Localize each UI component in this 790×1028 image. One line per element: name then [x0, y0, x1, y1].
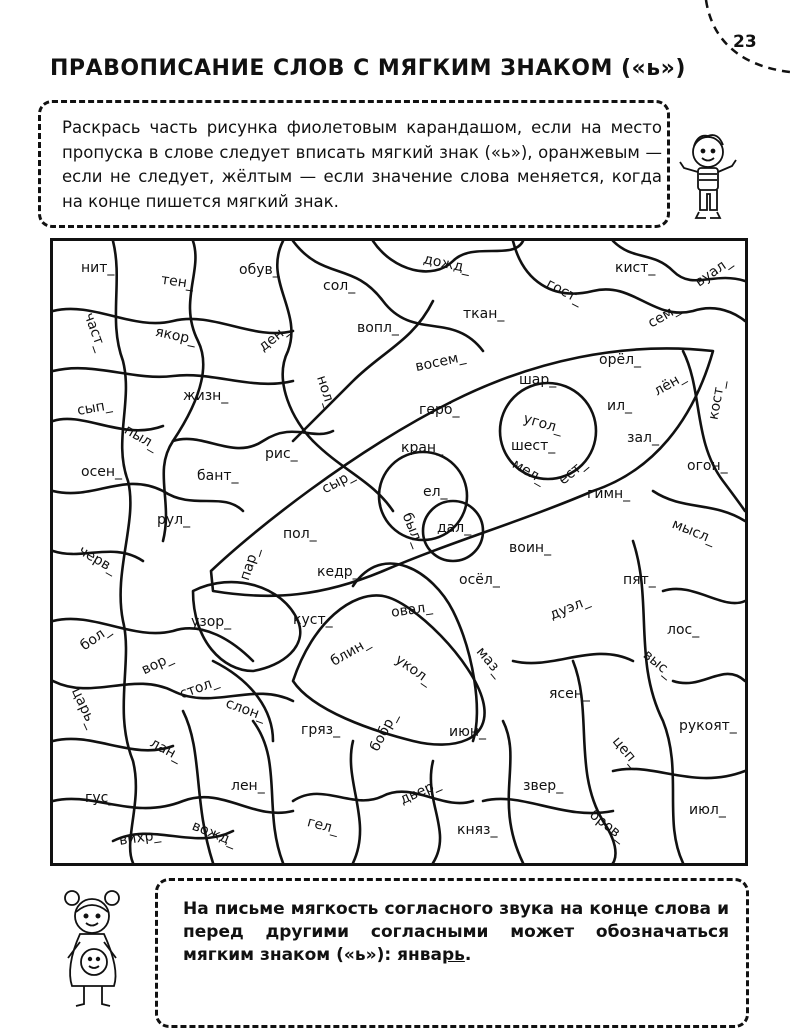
- word-voin: воин_: [509, 540, 552, 556]
- word-knyaz: княз_: [457, 822, 498, 838]
- word-bobr: бобр_: [367, 709, 401, 755]
- word-ogon: огон_: [687, 458, 728, 474]
- word-pol: пол_: [283, 526, 317, 542]
- word-kedr: кедр_: [317, 564, 360, 580]
- word-oryol: орёл_: [599, 352, 642, 368]
- word-mysl: мысл_: [669, 516, 718, 548]
- word-ugol: угол_: [521, 410, 565, 438]
- word-vor: вор_: [139, 649, 176, 679]
- word-pyat: пят_: [623, 572, 656, 588]
- word-vys: выс_: [639, 646, 677, 682]
- word-lyon: лён_: [651, 368, 689, 400]
- rule-example: [397, 945, 471, 965]
- word-duel: дуэл_: [547, 592, 593, 624]
- word-gel: гел_: [305, 814, 341, 838]
- word-shar: шар_: [519, 372, 557, 388]
- word-gost: гост_: [543, 275, 586, 309]
- word-den: ден_: [255, 321, 293, 355]
- word-pyl: пыл_: [121, 422, 161, 454]
- word-yakor: якор_: [153, 323, 198, 349]
- word-gryaz: гряз_: [301, 722, 341, 738]
- girl-illustration: [58, 886, 134, 1010]
- word-cherv: черв_: [75, 542, 120, 578]
- word-ten: тен_: [160, 271, 195, 293]
- word-tsep: цеп_: [608, 733, 644, 771]
- word-par: пар_: [237, 545, 263, 583]
- word-ukol: укол_: [392, 651, 436, 689]
- word-il: ил_: [607, 398, 633, 414]
- page-title: ПРАВОПИСАНИЕ СЛОВ С МЯГКИМ ЗНАКОМ («ь»): [50, 56, 686, 81]
- word-syp: сып_: [75, 397, 114, 419]
- word-zhizn: жизн_: [183, 388, 229, 404]
- word-dal: дал_: [437, 520, 472, 536]
- word-oval: овал_: [390, 599, 434, 621]
- word-len: лен_: [231, 778, 265, 794]
- word-brov: бров_: [586, 806, 629, 846]
- rule-text: [183, 898, 729, 967]
- word-nol: нол_: [313, 373, 339, 411]
- word-obuv: обув_: [239, 262, 280, 278]
- word-los: лос_: [667, 622, 700, 638]
- word-rul: рул_: [157, 512, 191, 528]
- word-mel: мел_: [509, 456, 548, 488]
- word-sol: сол_: [323, 278, 356, 294]
- word-uzor: узор_: [191, 614, 232, 630]
- word-nit: нит_: [81, 260, 115, 276]
- word-el: ел_: [423, 484, 448, 500]
- word-yasen: ясен_: [549, 686, 590, 702]
- word-tkan: ткан_: [463, 306, 505, 322]
- word-kust: куст_: [293, 612, 333, 628]
- word-gimn: гимн_: [587, 486, 631, 502]
- word-rukoyat: рукоят_: [679, 718, 737, 734]
- rule-example-suffix: .: [464, 945, 472, 965]
- word-dozhd: дожд_: [421, 251, 472, 277]
- page-number: 23: [733, 32, 757, 52]
- rule-example-underlined: рь: [441, 945, 465, 965]
- word-osyol: осёл_: [459, 572, 500, 588]
- word-zver: звер_: [523, 778, 564, 794]
- word-zal: зал_: [627, 430, 659, 446]
- word-est: ест_: [555, 455, 590, 489]
- word-bol: бол_: [77, 621, 114, 655]
- boy-illustration: [678, 130, 740, 222]
- word-iyul: июл_: [689, 802, 726, 818]
- word-ris: рис_: [265, 446, 298, 462]
- word-vopl: вопл_: [357, 320, 399, 336]
- word-shest: шест_: [511, 438, 556, 454]
- rule-example-prefix: янва: [397, 945, 442, 965]
- word-stol: стол_: [177, 673, 221, 703]
- word-chast: част_: [80, 310, 110, 354]
- word-vikhr: вихр_: [118, 827, 162, 849]
- word-iyun: июн_: [449, 724, 487, 740]
- word-vosem: восем_: [413, 348, 467, 376]
- word-bant: бант_: [197, 468, 239, 484]
- word-kran: кран_: [401, 440, 444, 456]
- word-byl: был_: [398, 510, 427, 550]
- instruction-text: Раскрась часть рисунка фиолетовым карандашом, если на место пропуска в слове следует вписать мягкий знак («ь»), оранжевым — если не следует, жёлтым — если значение слова меняется, когда на конце пишется мягкий знак.: [62, 118, 662, 211]
- word-lan: лан_: [147, 735, 185, 765]
- word-vozhd: вожд_: [189, 817, 239, 851]
- word-slon: слон_: [223, 695, 268, 725]
- rule-sentence: На письме мягкость согласного звука на конце слова и перед другими согласными может обозначаться мягким знаком («ь»):: [183, 899, 729, 965]
- word-kist: кист_: [615, 260, 656, 276]
- word-dver: двер_: [397, 776, 443, 808]
- word-maz: маз_: [472, 643, 507, 681]
- word-vual: вуал_: [692, 253, 735, 291]
- word-tsar: царь_: [67, 685, 101, 731]
- word-syr: сыр_: [319, 466, 358, 498]
- word-osen: осен_: [81, 464, 123, 480]
- word-gerb: герб_: [419, 402, 460, 418]
- word-sem: сем_: [645, 300, 683, 332]
- word-gus: гус_: [85, 790, 116, 806]
- word-kost: кост_: [705, 378, 729, 422]
- coloring-puzzle: [50, 238, 748, 866]
- word-blin: блин_: [327, 634, 373, 670]
